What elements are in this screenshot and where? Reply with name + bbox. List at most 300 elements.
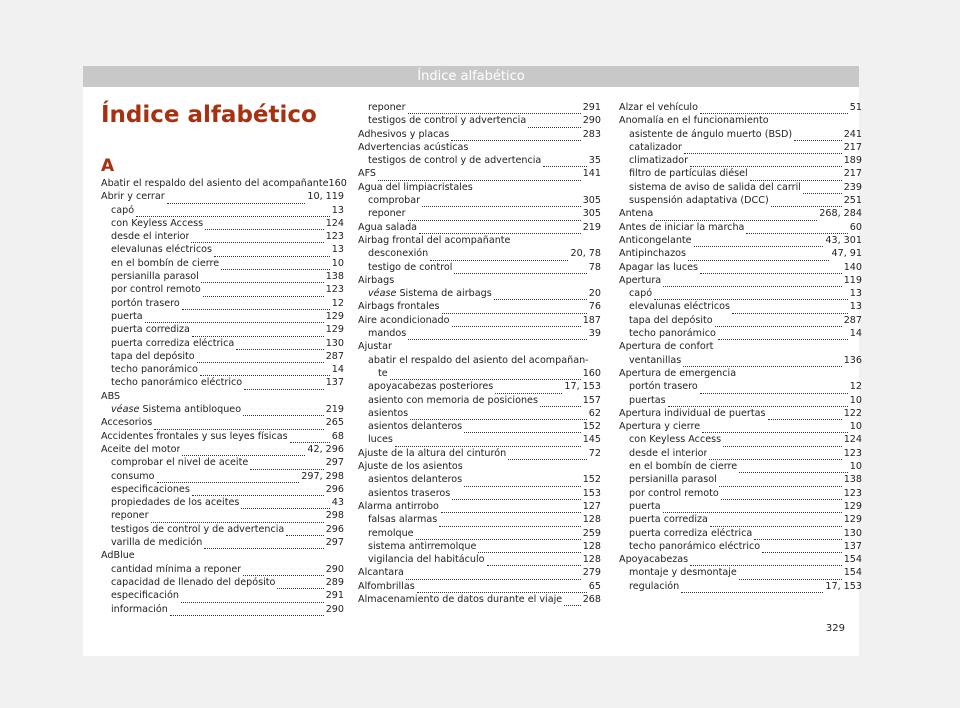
index-entry <box>619 300 862 313</box>
dot-leader <box>684 144 842 154</box>
index-letter: A <box>101 156 115 176</box>
index-entry-page: 287 <box>843 314 862 326</box>
index-entry-term: Agua salada <box>358 221 418 233</box>
index-entry-page: 140 <box>843 261 862 273</box>
index-entry-page: 123 <box>325 231 344 243</box>
index-entry-term: mandos <box>368 328 407 340</box>
index-entry <box>358 141 601 154</box>
index-entry <box>101 337 344 350</box>
index-entry-term: testigos de control y de advertencia <box>368 155 542 167</box>
dot-leader <box>151 513 324 523</box>
dot-leader <box>723 437 842 447</box>
index-entry-page: 124 <box>843 434 862 446</box>
index-entry-term: sistema antirremolque <box>368 540 477 552</box>
index-entry <box>101 523 344 536</box>
index-entry-page: 152 <box>582 474 601 486</box>
dot-leader <box>464 477 581 487</box>
index-entry <box>101 310 344 323</box>
dot-leader <box>203 287 324 297</box>
index-entry <box>358 154 601 167</box>
dot-leader <box>250 460 323 470</box>
index-entry <box>619 566 862 579</box>
index-entry-page: 239 <box>843 181 862 193</box>
index-entry-page: 119 <box>843 274 862 286</box>
index-entry-term: testigos de control y de advertencia <box>111 523 285 535</box>
index-entry <box>358 194 601 207</box>
index-entry-page: 51 <box>849 102 862 113</box>
dot-leader <box>197 353 324 363</box>
index-entry <box>101 376 344 389</box>
index-entry-term: puerta <box>111 310 143 322</box>
index-page <box>83 66 862 656</box>
dot-leader <box>243 566 323 576</box>
dot-leader <box>205 220 324 230</box>
index-entry <box>101 323 344 336</box>
index-entry-term: asientos delanteros <box>368 421 463 433</box>
dot-leader <box>794 131 842 141</box>
index-entry-term: portón trasero <box>629 381 698 393</box>
index-entry-term: techo panorámico eléctrico <box>629 540 761 552</box>
index-entry-page: 43 <box>331 497 344 509</box>
index-entry-term: techo panorámico eléctrico <box>111 377 243 389</box>
index-entry-term: especificaciones <box>111 483 190 495</box>
index-entry-term: AFS <box>358 168 377 180</box>
index-entry-term: ABS <box>101 390 121 402</box>
index-entry <box>619 433 862 446</box>
index-entry-page: 17, 153 <box>825 580 862 592</box>
index-entry-page: 47, 91 <box>831 248 862 260</box>
index-entry <box>358 128 601 141</box>
index-entry <box>358 274 601 287</box>
index-entry-term: asientos delanteros <box>368 474 463 486</box>
index-entry-page: 152 <box>582 421 601 433</box>
index-entry <box>358 181 601 194</box>
index-entry <box>101 416 344 429</box>
index-entry-term: Airbag frontal del acompañante <box>358 234 511 246</box>
index-entry-page: 76 <box>588 301 601 313</box>
dot-leader <box>732 304 848 314</box>
index-entry <box>619 407 862 420</box>
dot-leader <box>408 104 581 114</box>
index-entry-term: reponer <box>111 510 149 522</box>
index-entry-term: techo panorámico <box>111 364 198 376</box>
index-entry <box>619 194 862 207</box>
index-entry <box>101 456 344 469</box>
index-entry <box>358 553 601 566</box>
dot-leader <box>540 397 581 407</box>
dot-leader <box>408 330 587 340</box>
index-entry <box>619 513 862 526</box>
index-entry <box>619 114 862 127</box>
index-entry-term: regulación <box>629 580 680 592</box>
dot-leader <box>803 184 842 194</box>
index-entry-page: 290 <box>325 603 344 615</box>
index-entry-page: 160 <box>582 367 601 379</box>
dot-leader <box>690 157 842 167</box>
dot-leader <box>290 433 330 443</box>
index-entry-term: abatir el respaldo del asiento del acompañan- <box>368 354 589 366</box>
index-entry-term: varilla de medición <box>111 537 203 549</box>
index-entry <box>358 420 601 433</box>
index-entry-term: te <box>378 367 388 379</box>
index-entry-term: remolque <box>368 527 414 539</box>
index-entry <box>101 483 344 496</box>
index-entry-term: cantidad mínima a reponer <box>111 563 242 575</box>
dot-leader <box>688 251 829 261</box>
index-entry-page: 137 <box>843 540 862 552</box>
index-entry <box>358 221 601 234</box>
index-entries-col1 <box>101 177 347 616</box>
index-entry-page: 65 <box>588 580 601 592</box>
index-entry-term: reponer <box>368 102 406 113</box>
index-entry-page: 160 <box>328 178 347 189</box>
index-entry <box>619 181 862 194</box>
dot-leader <box>543 157 587 167</box>
index-entry <box>358 487 601 500</box>
index-entry-page: 259 <box>582 527 601 539</box>
index-entry <box>619 167 862 180</box>
index-entry-term: comprobar <box>368 195 421 207</box>
index-entry-term: Accidentes frontales y sus leyes físicas <box>101 430 288 442</box>
index-entry-term: asistente de ángulo muerto (BSD) <box>629 128 793 140</box>
index-entry-page: 289 <box>325 576 344 588</box>
index-entry-term: apoyacabezas posteriores <box>368 381 494 393</box>
index-entry-term: Alarma antirrobo <box>358 500 439 512</box>
index-entry-page: 12 <box>849 381 862 393</box>
index-entry-term: falsas alarmas <box>368 514 438 526</box>
dot-leader <box>201 273 324 283</box>
index-entry-term: por control remoto <box>111 284 201 296</box>
index-entry <box>101 217 344 230</box>
index-entry <box>101 403 344 416</box>
index-entry-page: 187 <box>582 314 601 326</box>
dot-leader <box>495 384 562 394</box>
index-entry-term: testigos de control y advertencia <box>368 115 527 127</box>
index-entry-page: 10 <box>849 421 862 433</box>
index-entry-page: 123 <box>843 487 862 499</box>
index-column-1 <box>101 155 347 616</box>
index-entry <box>619 128 862 141</box>
index-entry-page: 124 <box>325 217 344 229</box>
index-entry-term: suspensión adaptativa (DCC) <box>629 195 769 207</box>
index-entry-term: Apertura <box>619 274 662 286</box>
dot-leader <box>200 366 330 376</box>
index-entry-term: puertas <box>629 394 666 406</box>
index-entry <box>101 270 344 283</box>
index-entry-term: puerta corrediza <box>629 514 708 526</box>
index-entry <box>101 443 344 456</box>
index-entry-term <box>111 403 241 416</box>
index-entry-term: por control remoto <box>629 487 719 499</box>
dot-leader <box>739 570 842 580</box>
index-entry <box>619 487 862 500</box>
dot-leader <box>762 543 842 553</box>
index-entry-page: 10 <box>849 461 862 473</box>
page-title: Índice alfabético <box>101 102 317 128</box>
index-entry-page: 153 <box>582 487 601 499</box>
index-entry-page: 138 <box>325 271 344 283</box>
index-entry-page: 154 <box>843 554 862 566</box>
index-entry-term: AdBlue <box>101 550 135 562</box>
dot-leader <box>655 211 817 221</box>
index-entry <box>101 563 344 576</box>
dot-leader <box>442 304 587 314</box>
index-entry-term: Agua del limpiacristales <box>358 181 473 193</box>
dot-leader <box>668 397 848 407</box>
index-entry <box>619 420 862 433</box>
index-entry <box>101 283 344 296</box>
index-entry <box>358 513 601 526</box>
dot-leader <box>378 171 581 181</box>
index-entry <box>619 327 862 340</box>
index-entry <box>101 297 344 310</box>
see-reference: véase <box>111 404 140 416</box>
index-entry-term: Anticongelante <box>619 234 692 246</box>
index-entry-page: 129 <box>843 500 862 512</box>
dot-leader <box>494 290 587 300</box>
index-entry-page: 123 <box>843 447 862 459</box>
index-entry <box>358 367 601 380</box>
index-entry <box>358 114 601 127</box>
index-entry-term: Antes de iniciar la marcha <box>619 221 745 233</box>
index-entry-term: Apertura y cierre <box>619 421 701 433</box>
dot-leader <box>244 380 324 390</box>
index-entry-term: especificación <box>111 590 179 602</box>
index-entry-term: Advertencias acústicas <box>358 141 469 153</box>
index-entry-page: 130 <box>843 527 862 539</box>
dot-leader <box>771 197 842 207</box>
index-entry-page: 20, 78 <box>570 248 601 260</box>
index-entry-term: Anomalía en el funcionamiento <box>619 115 769 127</box>
index-entry-page: 68 <box>331 430 344 442</box>
index-entry-term: Ajustar <box>358 341 392 353</box>
dot-leader <box>192 327 324 337</box>
index-entry <box>619 540 862 553</box>
index-entry-page: 129 <box>325 310 344 322</box>
dot-leader <box>419 224 581 234</box>
index-entry <box>619 274 862 287</box>
index-entry-term: Airbags frontales <box>358 301 440 313</box>
dot-leader <box>750 171 842 181</box>
dot-leader <box>192 486 324 496</box>
dot-leader <box>715 317 842 327</box>
index-entry-term: luces <box>368 434 393 446</box>
index-entry-page: 12 <box>331 297 344 309</box>
index-entry-page: 296 <box>325 483 344 495</box>
index-entry <box>358 314 601 327</box>
index-entry-page: 217 <box>843 168 862 180</box>
dot-leader <box>700 384 848 394</box>
dot-leader <box>654 290 848 300</box>
index-entry <box>101 363 344 376</box>
dot-leader <box>439 517 580 527</box>
index-entry-page: 141 <box>582 168 601 180</box>
dot-leader <box>241 499 329 509</box>
index-entry <box>358 340 601 353</box>
index-entry-page: 298 <box>325 510 344 522</box>
index-entry <box>358 407 601 420</box>
index-entry <box>358 354 601 367</box>
index-entry-page: 217 <box>843 141 862 153</box>
index-entry <box>101 190 344 203</box>
page-number: 329 <box>825 623 845 634</box>
index-entry-page: 14 <box>331 364 344 376</box>
header-title: Índice alfabético <box>417 69 525 84</box>
index-entry <box>358 380 601 393</box>
index-entry-page: 60 <box>849 221 862 233</box>
index-entry-term: techo panorámico <box>629 328 716 340</box>
index-entry-term: Abrir y cerrar <box>101 191 165 203</box>
dot-leader <box>221 260 330 270</box>
index-entry-term: Ajuste de la altura del cinturón <box>358 447 507 459</box>
index-entry <box>619 221 862 234</box>
index-entry-term: propiedades de los aceites <box>111 497 240 509</box>
dot-leader <box>214 247 330 257</box>
index-entry-term: Ajuste de los asientos <box>358 461 463 473</box>
index-entry <box>619 553 862 566</box>
dot-leader <box>528 118 580 128</box>
dot-leader <box>182 446 305 456</box>
index-entry-page: 189 <box>843 155 862 167</box>
dot-leader <box>136 207 330 217</box>
index-entry-page: 297 <box>325 457 344 469</box>
dot-leader <box>454 264 586 274</box>
index-entry-page: 127 <box>582 500 601 512</box>
dot-leader <box>170 606 324 616</box>
index-entry-term: tapa del depósito <box>629 314 713 326</box>
dot-leader <box>487 556 581 566</box>
index-entry-term: Antena <box>619 208 654 220</box>
dot-leader <box>417 583 587 593</box>
index-entry-page: 291 <box>582 102 601 113</box>
dot-leader <box>478 543 580 553</box>
index-entry <box>101 243 344 256</box>
index-entry <box>358 433 601 446</box>
index-entry-page: 305 <box>582 195 601 207</box>
index-entry-term: Antipinchazos <box>619 248 687 260</box>
index-entry <box>358 247 601 260</box>
dot-leader <box>286 526 323 536</box>
index-entry-page: 305 <box>582 208 601 220</box>
index-entry <box>358 500 601 513</box>
index-entry-page: 14 <box>849 328 862 340</box>
dot-leader <box>430 251 568 261</box>
dot-leader <box>452 317 581 327</box>
index-entry-page: 122 <box>843 407 862 419</box>
index-entry-page: 219 <box>325 404 344 416</box>
index-entry-term: Aire acondicionado <box>358 314 450 326</box>
index-entry-term: Apertura de emergencia <box>619 367 737 379</box>
dot-leader <box>690 556 842 566</box>
index-entry-term: Abatir el respaldo del asiento del acompañante <box>101 178 329 189</box>
index-entry-page: 265 <box>325 417 344 429</box>
dot-leader <box>710 517 842 527</box>
index-entry-term: Apertura individual de puertas <box>619 407 766 419</box>
index-entry <box>358 566 601 579</box>
dot-leader <box>663 503 842 513</box>
index-entry <box>101 509 344 522</box>
index-entry-page: 39 <box>588 328 601 340</box>
index-entry-page: 290 <box>325 563 344 575</box>
index-entry <box>358 167 601 180</box>
index-entry-term: Almacenamiento de datos durante el viaje <box>358 593 563 605</box>
index-entry-term: asientos traseros <box>368 487 451 499</box>
index-entry-page: 287 <box>325 350 344 362</box>
index-entry-page: 129 <box>843 514 862 526</box>
dot-leader <box>181 593 324 603</box>
index-entry <box>619 354 862 367</box>
index-entry-page: 42, 296 <box>307 443 344 455</box>
index-entry <box>619 473 862 486</box>
index-entry <box>101 496 344 509</box>
index-entry <box>101 576 344 589</box>
index-entry <box>619 207 862 220</box>
index-entry <box>101 257 344 270</box>
index-entry-page: 13 <box>849 288 862 300</box>
index-entry-term: desconexión <box>368 248 429 260</box>
index-entry-page: 157 <box>582 394 601 406</box>
index-entry <box>619 380 862 393</box>
dot-leader <box>416 530 581 540</box>
index-entry-term: Alfombrillas <box>358 580 415 592</box>
index-entry <box>619 154 862 167</box>
index-entry-term: con Keyless Access <box>629 434 722 446</box>
index-entry-page: 35 <box>588 155 601 167</box>
dot-leader <box>768 410 842 420</box>
index-entry-term: reponer <box>368 208 406 220</box>
index-entry <box>619 394 862 407</box>
index-entry-term: Accesorios <box>101 417 153 429</box>
dot-leader <box>464 423 581 433</box>
dot-leader <box>406 570 581 580</box>
index-entry-term: Airbags <box>358 274 395 286</box>
index-entry-page: 43, 301 <box>825 234 862 246</box>
index-entry-term: sistema de aviso de salida del carril <box>629 181 801 193</box>
dot-leader <box>709 450 841 460</box>
dot-leader <box>746 224 847 234</box>
index-entry-term-text: Sistema antibloqueo <box>142 404 242 416</box>
index-entry <box>619 367 862 380</box>
index-entry-term: persianilla parasol <box>111 271 199 283</box>
dot-leader <box>718 330 848 340</box>
index-entry-term: Apertura de confort <box>619 341 714 353</box>
dot-leader <box>441 503 581 513</box>
dot-leader <box>243 406 324 416</box>
dot-leader <box>754 530 841 540</box>
index-entry <box>619 287 862 300</box>
index-entry-page: 138 <box>843 474 862 486</box>
index-entry-page: 154 <box>843 567 862 579</box>
dot-leader <box>683 357 841 367</box>
index-entry-page: 13 <box>331 204 344 216</box>
index-entry-page: 13 <box>331 244 344 256</box>
dot-leader <box>422 197 581 207</box>
index-entry-term: en el bombín de cierre <box>111 257 220 269</box>
index-entry-page: 72 <box>588 447 601 459</box>
index-entry-term: vigilancia del habitáculo <box>368 554 485 566</box>
index-entry <box>101 549 344 562</box>
index-column-3 <box>619 101 862 593</box>
index-entry-page: 130 <box>325 337 344 349</box>
index-entry-term: portón trasero <box>111 297 180 309</box>
dot-leader <box>702 423 848 433</box>
dot-leader <box>167 194 306 204</box>
index-entry-term: puerta corrediza <box>111 324 190 336</box>
index-entry <box>619 340 862 353</box>
index-entry <box>619 314 862 327</box>
dot-leader <box>564 596 581 606</box>
index-entry <box>619 500 862 513</box>
